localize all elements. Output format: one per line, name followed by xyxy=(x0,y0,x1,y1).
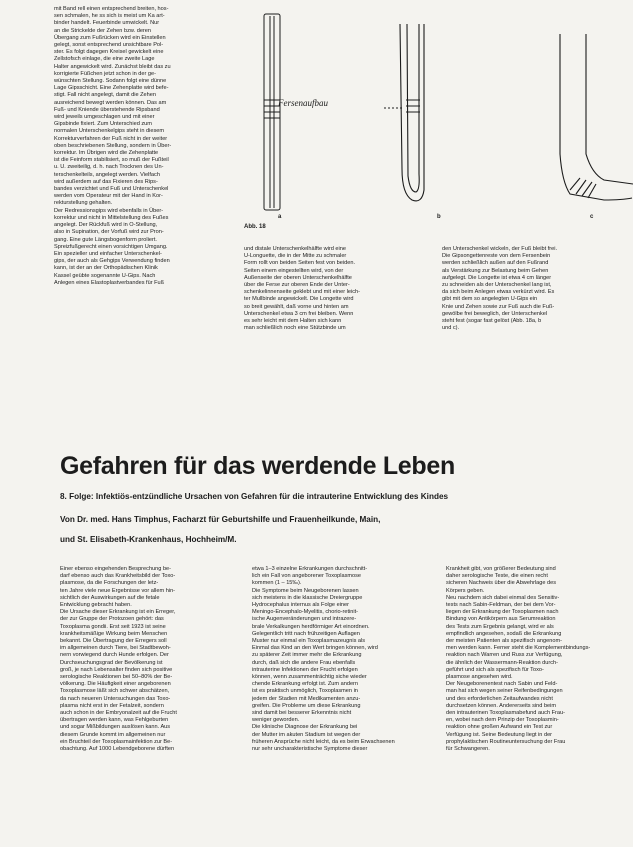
top-middle-column-text: und distale Unterschenkelhälfte wird eine U-Longuette, die in der Mitte zu schmaler Form rollt von beiden Seiten fest von beiden. Seiten einem eingestellten wird, von der Außenseite der oberen Unterschenkelhälfte über die Ferse zur oberen Ende der Unter- schenkelinnenseite geklebt und mit einer leich- ter Mullbinde angewickelt. Die Longette wird so breit gewählt, daß vorne und hinten am Unterschenkel etwa 3 cm frei bleiben. Wenn es sehr leicht mit dem Halten sich kann man schließlich noch eine Stützbinde um xyxy=(244,246,360,332)
figure-b-drawing xyxy=(384,24,424,201)
figure-letter-a: a xyxy=(278,214,282,220)
figure-a-drawing xyxy=(264,14,280,210)
figure-letter-b: b xyxy=(437,214,441,220)
article-series-subtitle: 8. Folge: Infektiös-entzündliche Ursachen von Gefahren für die intrauterine Entwicklung des Kindes xyxy=(60,492,449,501)
figure-letter-c: c xyxy=(590,214,594,220)
figure-annotation-fersenaufbau: Fersenaufbau xyxy=(278,98,328,108)
article-column-middle: etwa 1–3 einzelne Erkrankungen durchschnitt- lich ein Fall von angeborener Toxoplasmose kommen (1 – 15‰). Die Symptome beim Neugeborenen lassen sich meistens in die klassische Dreiergruppe Hydrocephalus internus als Folge einer Meningo-Encephalo-Myelitis, chorio-retinit- ische Augenveränderungen und intrazere- brale Verkalkungen herdförmiger Art einordnen. Gelegentlich tritt nach frühzeitigen Auflagen Muster nur einmal ein Toxoplasmazeugnis als Einmal das Kind an den Wert bringen können, wird zu späterer Zeit immer mehr die Erkrankung durch, daß sich die andere Frau ebenfalls intrauterine Infektionen der Frucht erfolgen können, wenn zusammenträchtig siche wieder chende Erkrankung erfolgt ist. Zum andern ist es praktisch unmöglich, Toxoplasmen in jedem der Stadien mit Medikamenten anzu- greifen. Die Probleme um diese Erkrankung sind damit bei besserer Erkenntnis nicht weniger geworden. Die klinische Diagnose der Erkrankung bei der Mutter im akuten Stadium ist wegen der früheren Ansprüche nicht leicht, da es beim Erwachsenen nur sehr uncharakteristische Symptome dieser xyxy=(252,566,395,753)
figure-caption: Abb. 18 xyxy=(244,224,266,230)
top-left-column-text: mit Band rell einen entsprechend breiten, hos- sen schmalen, he ss sich is meist um Ka art- binder handelt. Feuerbinde umwickelt. Nur an die Strickelde der Zehen bzw. deren Übergang zum Fußrücken wird ein Einstellen gelegt, sonst entsprechend unsichtbare Pol- ster. Es folgt dagegen Kreisel gewickelt eine Zellstofsch einlage, die eine zweite Lage Halter angewickelt wird. Zunächst bleibt das zu korrigierte Füßchen jetzt schon in der ge- wünschten Stellung. Sodann folgt eine dünne Lage Gipsschicht. Eine Zehenplatte wird befe- stigt. Fall nicht angelegt, damit die Zehen ausreichend bewegt werden können. Das am Fuß- und Kniende überstehende Ripsband wird jeweils umgeschlagen und mit einer Gipsbinde fixiert. Zum Unterschied zum normalen Unterschenkelgips steht in diesem Korrekturverfahren der Fuß nicht in der weiter oben beschriebenen Stellung, sondern in Über- korrektur. Im Übrigen wird die Zehenplatte ist die Feinform stabilisiert, so muß der Fußteil u. U. zweiteilig, d. h. nach Trocknen des Un- terschenkelteils, angelegt werden. Vielfach wird außerdem auf das Fixieren des Rips- bandes verzichtet und Fuß und Unterschenkel werden vom Operateur mit der Hand in Kor- rekturstellung gehalten. Der Redressionsgips wird ebenfalls in Über- korrektur und nicht in Mittelstellung des Fußes angelegt. Der Rückfuß wird in O-Stellung, also in Supination, der Vorfuß wird zur Pron- gang. Eine gute Längsbogenform proliert. Spreizfußgerecht einen vorsichtigen Umgang. Ein spezieller und einfacher Unterschenkel- gips, der auch als Gehgips Verwendung finden kann, ist der an der Orthopädischen Klinik Kassel geübte sogenannte U-Gips. Nach Anlegen eines Elastoplastverbandes für Fuß xyxy=(54,6,172,286)
top-right-column-text: den Unterschenkel wickeln, der Fuß bleibt frei. Die Gipsongettenreste von dem Fersenbein werden schließlich außen auf den Fußrand als Verstärkung zur Belastung beim Gehen aufgelegt. Die Longette ist etwa 4 cm länger zu schneiden als der Unterschenkel lang ist, da sich beim Anlegen etwas verkürzt wird. Es gibt mit dem so angelegten U-Gips ein Knie und Zehen sowie zur Fuß auch die Fuß- gewölbe frei beweglich, der Unterschenkel steht fest (sogar fast gelöst (Abb. 18a, b und c). xyxy=(442,246,558,332)
author-line-1: Von Dr. med. Hans Timphus, Facharzt für Geburtshilfe und Frauenheilkunde, Main, xyxy=(60,515,381,524)
author-line-2: und St. Elisabeth-Krankenhaus, Hochheim/M. xyxy=(60,535,237,544)
figure-18-illustration xyxy=(244,4,633,242)
figure-c-drawing xyxy=(560,34,633,200)
article-title: Gefahren für das werdende Leben xyxy=(60,452,455,480)
article-column-left: Einer ebenso eingehenden Besprechung be- darf ebenso auch das Krankheitsbild der Toxo- plasmose, da die Forschungen der letz- ten Jahre viele neue Ergebnisse vor allem hin- sichtlich der Auswirkungen auf die fetale Entwicklung gebracht haben. Die Ursache dieser Erkrankung ist ein Erreger, der zur Gruppe der Protozoen gehört: das Toxoplasma gondii. Erst seit 1923 ist seine krankheitsmäßige Wirkung beim Menschen bekannt. Die Übertragung der Erregers soll im allgemeinen durch Tiere, bei Stadtbewoh- nern vorwiegend durch Hunde erfolgen. Der Durchseuchungsgrad der Bevölkerung ist groß, je nach Lebensalter finden sich positive serologische Reaktionen bei 50–80% der Be- völkerung. Die Häufigkeit einer angeborenen Toxoplasmose läßt sich schwer abschätzen, da nach neueren Untersuchungen das Toxo- plasma nicht erst in der Fetalzeit, sondern auch schon in der Embryonalzeit auf die Frucht übertragen werden kann, was Fehlgeburten und sogar Mißbildungen auslösen kann. Aus diesem Grunde kommt im allgemeinen nur ein Bruchteil der Toxoplasmainfektion zur Be- obachtung. Auf 1000 Lebendgeborene dürften xyxy=(60,566,177,753)
article-column-right: Krankheit gibt, von größerer Bedeutung sind daher serologische Teste, die einen recht sicheren Nachweis über die Abwehrlage des Körpers geben. Neu nachdem sich dabei einmal des Sensitiv- tests nach Sabin-Feldman, der bei dem Vor- liegen der Erkrankung der Toxoplasmen nach Bindung von Antikörpern aus Serumreaktion des Tests zum Ergebnis gelangt, wird er als empfindlich angesehen, sodaß die Erkrankung der meisten Patienten als spezifisch angenom- men werden kann. Ferner steht die Komplementbindungs- reaktion nach Warren und Russ zur Verfügung, die ähnlich der Wassermann-Reaktion durch- geführt und sich als spezifisch für Toxo- plasmose angesehen wird. Der Neugeborenentest nach Sabin und Feld- man hat sich wegen seiner Reifenbedingungen und des erforderlichen Zeitaufwandes nicht durchsetzen können. Andererseits sind beim den intrauterinen Toxoplasmabefund auch Frau- en, wobei nach dem Prinzip der Toxoplasmin- reaktion ohne großen Aufwand ein Test zur Verfügung ist. Seine Bedeutung liegt in der prophylaktischen Routineuntersuchung der Frau für Schwangeren. xyxy=(446,566,591,753)
